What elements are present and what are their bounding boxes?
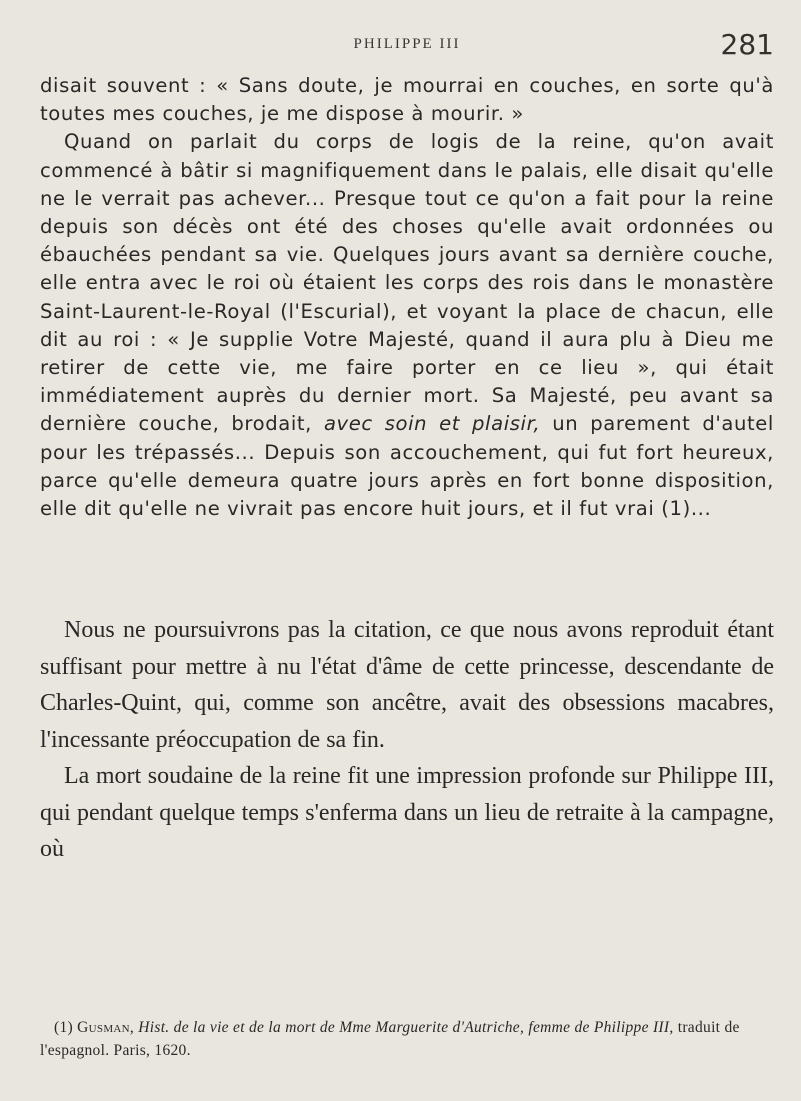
quote-paragraph-2-text: Quand on parlait du corps de logis de la reine, qu'on avait commencé à bâtir si magnifiquement dans le palais, elle disait qu'elle ne le verrait pas achever... Presque tout ce qu'on a fait pour la reine depuis son décès ont été des choses qu'elle avait ordonnées ou ébauchées pendant sa vie. Quelques jours avant sa dernière couche, elle entra avec le roi où étaient les corps des rois dans le monastère Saint-Laurent-le-Royal (l'Escurial), et voyant la place de chacun, elle dit au roi : « Je supplie Votre Majesté, quand il aura plu à Dieu me retirer de cette vie, me faire porter en ce lieu », qui était immédiatement auprès du dernier mort. Sa Majesté, peu avant sa dernière couche, brodait, [40,130,774,436]
page-header [40,28,774,68]
footnote-mark: (1) [54,1019,73,1036]
main-paragraph-2: La mort soudaine de la reine fit une impression profonde sur Philippe III, qui pendant quelque temps s'enferma dans un lieu de retraite à la campagne, où [40,763,774,862]
footnote-rest: traduit de l'espagnol. Paris, 1620. [40,1019,740,1059]
footnote-title: Hist. de la vie et de la mort de Mme Marguerite d'Autriche, femme de Philippe III, [138,1019,674,1036]
quote-paragraph-2-end: un parement d'autel pour les trépassés... Depuis son accouchement, qui fut fort heureux, parce qu'elle demeura quatre jours après en fort bonne disposition, elle dit qu'elle ne vivrait pas encore huit jours, et il fut vrai (1)... [40,412,774,521]
main-paragraph-1: Nous ne poursuivrons pas la citation, ce que nous avons reproduit étant suffisant pour mettre à nu l'état d'âme de cette princesse, descendante de Charles-Quint, qui, comme son ancêtre, avait des obsessions macabres, l'incessante préoccupation de sa fin. [40,617,774,753]
quote-paragraph-1: disait souvent : « Sans doute, je mourrai en couches, en sorte qu'à toutes mes couches, je me dispose à mourir. » [40,74,774,126]
footnote [40,1017,774,1062]
page-number: 281 [720,28,774,61]
quote-italic-phrase: avec soin et plaisir, [323,412,541,436]
footnote-author: Gusman, [77,1019,135,1036]
main-text [40,612,774,868]
running-head: PHILIPPE III [353,36,461,52]
quote-paragraph-2 [40,128,774,523]
footnote-text [40,1017,774,1062]
quoted-passage [40,72,774,523]
